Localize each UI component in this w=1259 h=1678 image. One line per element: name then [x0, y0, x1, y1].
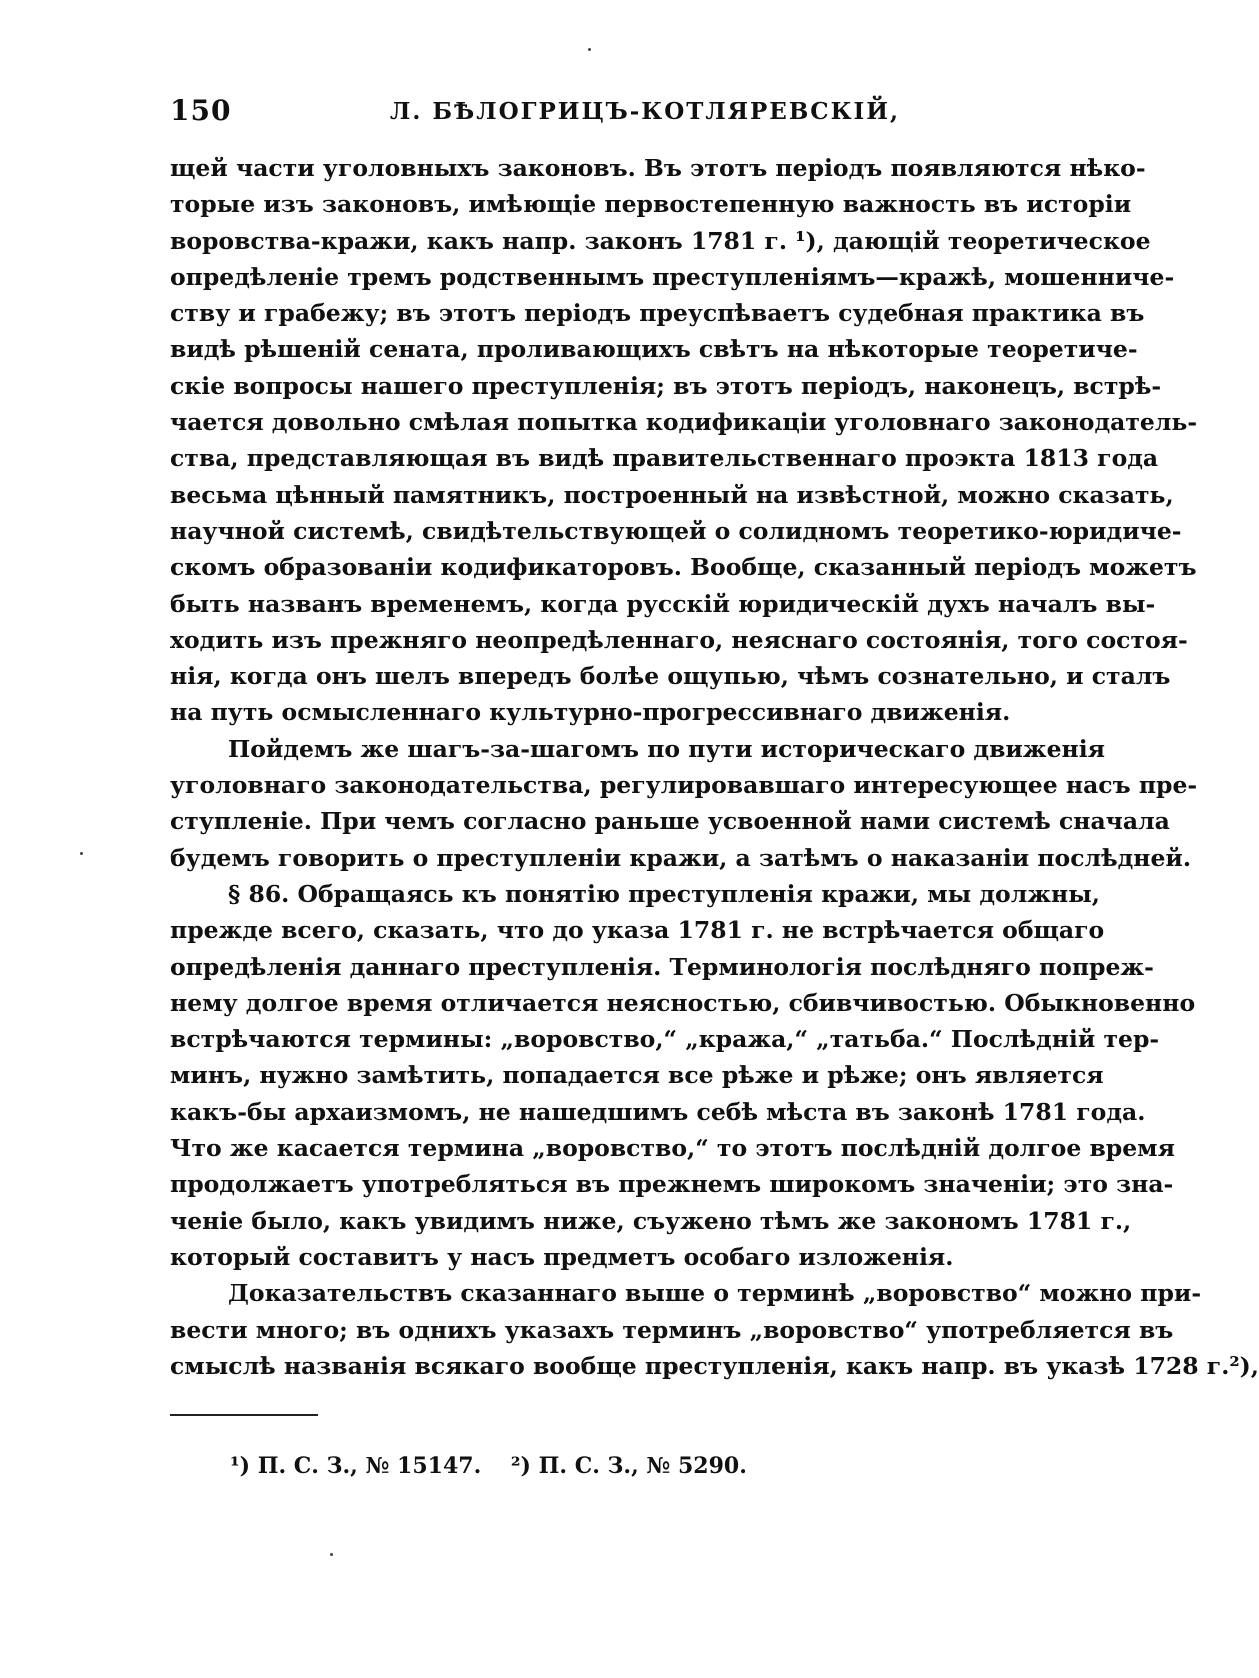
text-line: ченіе было, какъ увидимъ ниже, съужено тѣмъ же закономъ 1781 г.,: [170, 1206, 1132, 1235]
text-line: вести много; въ однихъ указахъ терминъ „воровство“ употребляется въ: [170, 1315, 1174, 1344]
text-line: ходить изъ прежняго неопредѣленнаго, неяснаго состоянія, того состоя-: [170, 625, 1188, 654]
text-line: уголовнаго законодательства, регулировавшаго интересующее насъ пре-: [170, 771, 1198, 800]
scan-speck: [330, 1553, 333, 1556]
scan-speck: [80, 852, 83, 855]
text-line: прежде всего, сказать, что до указа 1781 г. не встрѣчается общаго: [170, 916, 1105, 945]
footnotes: [230, 1453, 769, 1479]
text-line: Что же касается термина „воровство,“ то этотъ послѣдній долгое время: [170, 1134, 1175, 1163]
text-line: нему долгое время отличается неясностью, сбивчивостью. Обыкновенно: [170, 988, 1196, 1017]
text-line: § 86. Обращаясь къ понятію преступленія кражи, мы должны,: [228, 879, 1100, 908]
text-line: чается довольно смѣлая попытка кодификаціи уголовнаго законодатель-: [170, 408, 1198, 437]
text-line: нія, когда онъ шелъ впередъ болѣе ощупью, чѣмъ сознательно, и сталъ: [170, 662, 1171, 691]
text-line: опредѣленія даннаго преступленія. Терминологія послѣдняго попреж-: [170, 952, 1154, 981]
text-line: опредѣленіе тремъ родственнымъ преступленіямъ—кражѣ, мошенниче-: [170, 262, 1175, 291]
running-head: Л. БѢЛОГРИЦЪ-КОТЛЯРЕВСКIЙ,: [390, 98, 900, 125]
text-line: минъ, нужно замѣтить, попадается все рѣже и рѣже; онъ является: [170, 1061, 1104, 1090]
text-line: смыслѣ названія всякаго вообще преступленія, какъ напр. въ указѣ 1728 г.²),: [170, 1351, 1259, 1380]
text-line: Пойдемъ же шагъ-за-шагомъ по пути историческаго движенія: [228, 734, 1106, 763]
text-line: ступленіе. При чемъ согласно раньше усвоенной нами системѣ сначала: [170, 807, 1170, 836]
text-line: торые изъ законовъ, имѣющіе первостепенную важность въ исторіи: [170, 190, 1132, 219]
text-line: на путь осмысленнаго культурно-прогрессивнаго движенія.: [170, 698, 1011, 727]
text-line: скомъ образованіи кодификаторовъ. Вообще, сказанный періодъ можетъ: [170, 553, 1197, 582]
text-line: какъ-бы архаизмомъ, не нашедшимъ себѣ мѣста въ законѣ 1781 года.: [170, 1097, 1146, 1126]
text-line: встрѣчаются термины: „воровство,“ „кража,“ „татьба.“ Послѣдній тер-: [170, 1025, 1160, 1054]
text-line: продолжаетъ употребляться въ прежнемъ широкомъ значеніи; это зна-: [170, 1170, 1174, 1199]
scan-speck: [588, 48, 591, 51]
footnote-1: ¹) П. С. З., № 15147.: [230, 1453, 482, 1479]
text-line: видѣ рѣшеній сената, проливающихъ свѣтъ на нѣкоторые теоретиче-: [170, 335, 1138, 364]
text-line: скіе вопросы нашего преступленія; въ этотъ періодъ, наконецъ, встрѣ-: [170, 371, 1162, 400]
footnote-2: ²) П. С. З., № 5290.: [510, 1453, 747, 1479]
text-line: который составитъ у насъ предметъ особаго изложенія.: [170, 1242, 954, 1271]
text-line: щей части уголовныхъ законовъ. Въ этотъ періодъ появляются нѣко-: [170, 154, 1146, 182]
text-line: ству и грабежу; въ этотъ періодъ преуспѣваетъ судебная практика въ: [170, 299, 1145, 328]
footnote-rule: [170, 1414, 318, 1416]
text-line: быть названъ временемъ, когда русскій юридическій духъ началъ вы-: [170, 589, 1156, 618]
page-header: [170, 94, 1010, 134]
text-line: весьма цѣнный памятникъ, построенный на извѣстной, можно сказать,: [170, 480, 1174, 509]
text-line: воровства-кражи, какъ напр. законъ 1781 г. ¹), дающій теоретическое: [170, 226, 1151, 255]
body-text: [170, 150, 1259, 1384]
text-line: Доказательствъ сказаннаго выше о терминѣ „воровство“ можно при-: [228, 1279, 1202, 1308]
page-number: 150: [170, 94, 232, 127]
text-line: будемъ говорить о преступленіи кражи, а затѣмъ о наказаніи послѣдней.: [170, 843, 1192, 872]
text-line: научной системѣ, свидѣтельствующей о солидномъ теоретико-юридиче-: [170, 516, 1182, 545]
text-line: ства, представляющая въ видѣ правительственнаго проэкта 1813 года: [170, 444, 1159, 473]
